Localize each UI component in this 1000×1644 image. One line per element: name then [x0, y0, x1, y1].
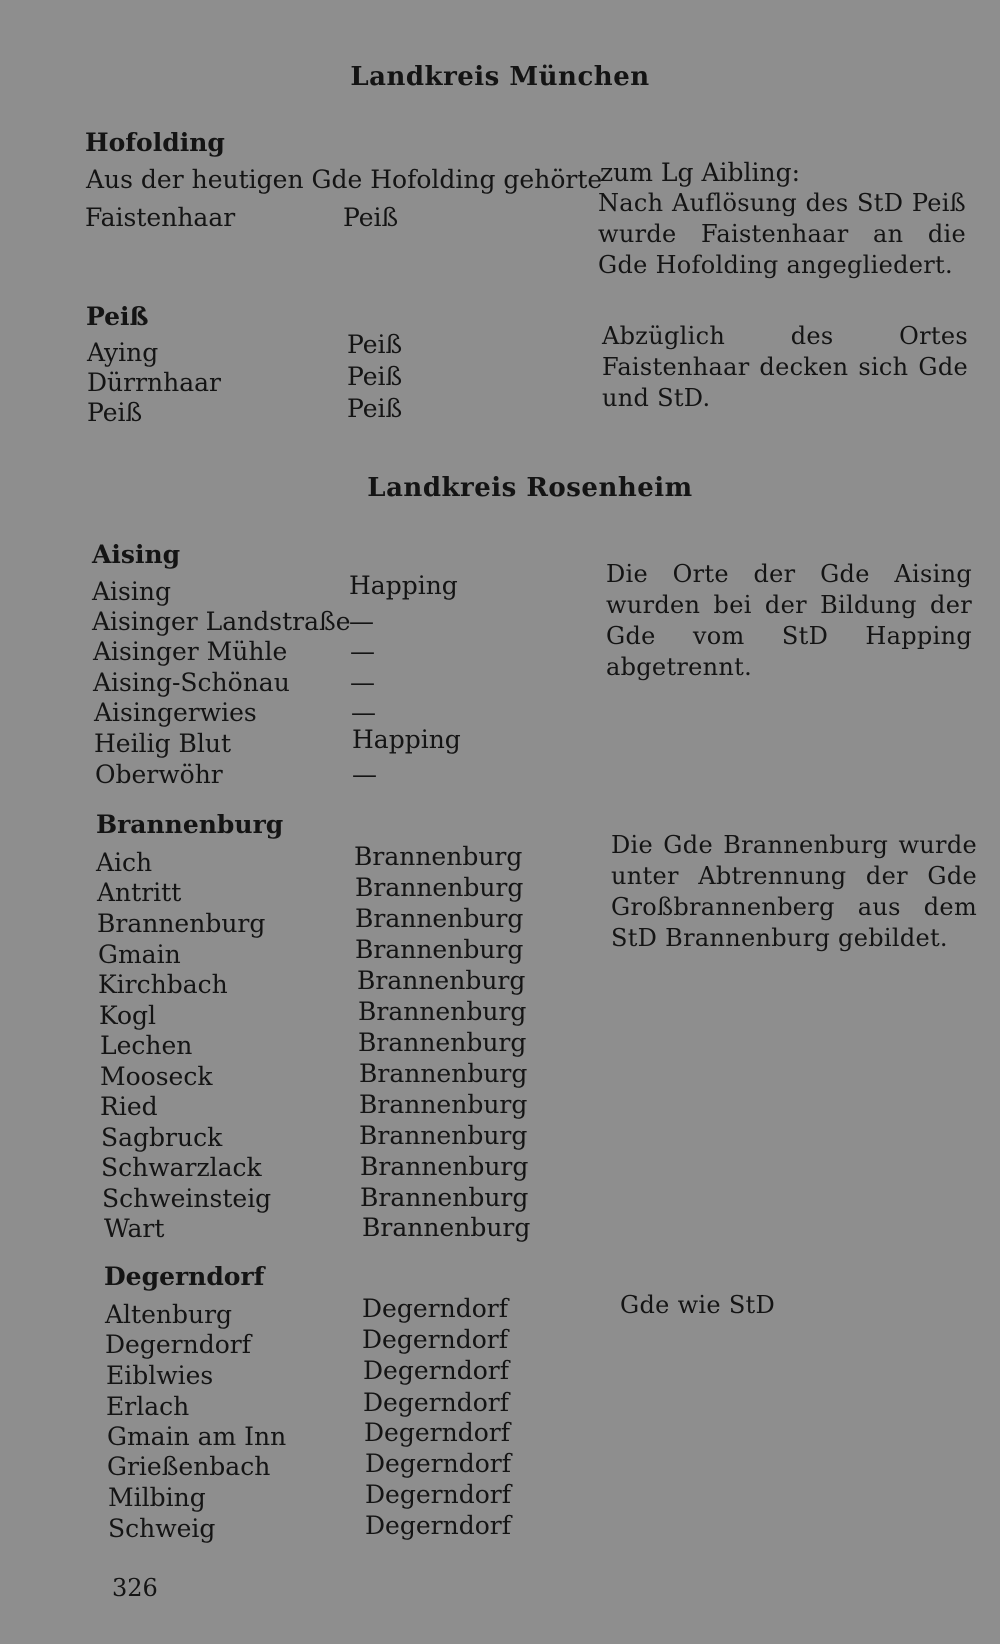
std-name: —: [352, 760, 377, 789]
std-name: Happing: [352, 725, 461, 754]
heading-landkreis-rosenheim: Landkreis Rosenheim: [367, 473, 693, 503]
ort-name: Schweig: [108, 1514, 216, 1543]
std-name: —: [350, 637, 375, 666]
std-name: —: [350, 668, 375, 697]
ort-name: Aising: [92, 577, 171, 606]
ort-name: Aich: [96, 848, 153, 877]
section-title: Brannenburg: [96, 810, 284, 839]
ort-name: Lechen: [100, 1031, 193, 1060]
std-name: Degerndorf: [365, 1480, 511, 1509]
std-name: —: [351, 698, 376, 727]
ort-name: Gmain am Inn: [107, 1422, 287, 1451]
ort-name: Aising-Schönau: [93, 668, 290, 697]
page-number: 326: [112, 1574, 158, 1602]
ort-name: Oberwöhr: [95, 760, 223, 789]
ort-name: Antritt: [97, 878, 182, 907]
std-name: Degerndorf: [362, 1294, 508, 1323]
ort-name: Schwarzlack: [101, 1153, 262, 1182]
note: Die Gde Brannenburg wurde unter Abtrennung der Gde Großbrannenberg aus dem StD Brannenburg gebildet.: [611, 831, 977, 952]
section-title: Degerndorf: [104, 1262, 265, 1291]
ort-name: Degerndorf: [105, 1330, 251, 1359]
std-name: Happing: [349, 571, 458, 600]
std-name: Degerndorf: [365, 1449, 511, 1478]
section-title: Hofolding: [85, 128, 225, 157]
intro-text-left: Aus der heutigen Gde Hofolding gehörte: [86, 165, 603, 194]
ort-name: Kogl: [99, 1001, 157, 1030]
ort-name: Milbing: [108, 1483, 206, 1512]
ort-name: Grießenbach: [107, 1452, 271, 1481]
std-name: Peiß: [343, 203, 399, 232]
std-name: Brannenburg: [360, 1152, 529, 1181]
ort-name: Wart: [104, 1214, 165, 1243]
ort-name: Sagbruck: [101, 1123, 223, 1152]
ort-name: Peiß: [87, 398, 143, 427]
std-name: Brannenburg: [362, 1213, 531, 1242]
ort-name: Faistenhaar: [85, 203, 236, 232]
ort-name: Aisinger Mühle: [93, 637, 288, 666]
ort-name: Heilig Blut: [94, 729, 232, 758]
std-name: Brannenburg: [359, 1059, 528, 1088]
std-name: Brannenburg: [358, 997, 527, 1026]
note: Abzüglich des Ortes Faistenhaar decken sich Gde und StD.: [602, 322, 968, 412]
note: Die Orte der Gde Aising wurden bei der Bildung der Gde vom StD Happing abgetrennt.: [606, 560, 972, 681]
std-name: Degerndorf: [363, 1388, 509, 1417]
section-title: Aising: [92, 540, 181, 569]
ort-name: Brannenburg: [97, 909, 266, 938]
ort-name: Altenburg: [105, 1300, 233, 1329]
ort-name: Gmain: [98, 940, 181, 969]
std-name: —: [349, 607, 374, 636]
std-name: Degerndorf: [365, 1511, 511, 1540]
note: Nach Auflösung des StD Peiß wurde Faistenhaar an die Gde Hofolding angegliedert.: [598, 189, 966, 279]
std-name: Brannenburg: [359, 1121, 528, 1150]
std-name: Degerndorf: [362, 1325, 508, 1354]
ort-name: Aisingerwies: [94, 698, 257, 727]
ort-name: Mooseck: [100, 1062, 213, 1091]
std-name: Peiß: [347, 330, 403, 359]
ort-name: Aying: [87, 338, 159, 367]
std-name: Brannenburg: [358, 1028, 527, 1057]
ort-name: Eiblwies: [106, 1361, 214, 1390]
ort-name: Ried: [100, 1092, 158, 1121]
std-name: Degerndorf: [364, 1418, 510, 1447]
std-name: Brannenburg: [360, 1183, 529, 1212]
ort-name: Schweinsteig: [102, 1184, 272, 1213]
ort-name: Erlach: [106, 1392, 190, 1421]
ort-name: Aisinger Landstraße: [92, 607, 351, 636]
std-name: Peiß: [347, 362, 403, 391]
ort-name: Kirchbach: [98, 970, 228, 999]
note: Gde wie StD: [620, 1291, 776, 1319]
intro-text-right: zum Lg Aibling:: [600, 158, 801, 187]
std-name: Degerndorf: [363, 1356, 509, 1385]
std-name: Brannenburg: [355, 904, 524, 933]
section-title: Peiß: [86, 302, 149, 331]
ort-name: Dürrnhaar: [87, 368, 222, 397]
std-name: Peiß: [347, 394, 403, 423]
std-name: Brannenburg: [354, 842, 523, 871]
std-name: Brannenburg: [355, 873, 524, 902]
std-name: Brannenburg: [355, 935, 524, 964]
std-name: Brannenburg: [357, 966, 526, 995]
heading-landkreis-muenchen: Landkreis München: [350, 62, 650, 92]
std-name: Brannenburg: [359, 1090, 528, 1119]
